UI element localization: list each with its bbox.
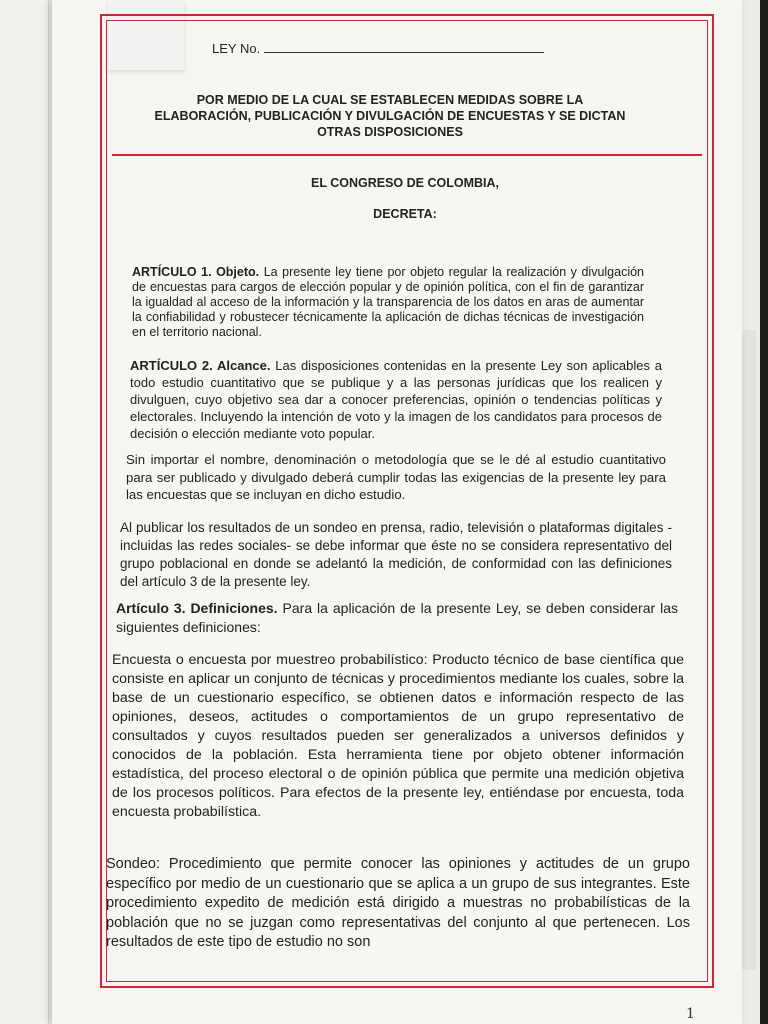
header-divider [112, 154, 702, 156]
ley-label: LEY No. [212, 41, 261, 56]
ley-number-line [212, 40, 544, 56]
article-2-text: Las disposiciones contenidas en la presente Ley son aplicables a todo estudio cuantitativo que se publique y a las personas jurídicas que los realicen y divulguen, cuyo objetivo sea dar a conocer preferencias, opinión o tendencias políticas y electorales. Incluyendo la intención de voto y la imagen de los candidatos para procesos de decisión o elección mediante voto popular. [130, 358, 662, 441]
article-3-text: Para la aplicación de la presente Ley, se deben considerar las siguientes definiciones: [116, 600, 679, 635]
article-3 [116, 599, 678, 637]
page-number: 1 [686, 1006, 695, 1022]
article-2-heading: ARTÍCULO 2. Alcance. [130, 358, 271, 373]
paragraph-4: Al publicar los resultados de un sondeo en prensa, radio, televisión o plataformas digitales -incluidas las redes sociales- se debe informar que éste no se considera representativo del grupo poblacional en donde se adelantó la medición, de conformidad con las definiciones del artículo 3 de la presente ley. [120, 520, 672, 589]
document-title: POR MEDIO DE LA CUAL SE ESTABLECEN MEDIDAS SOBRE LA ELABORACIÓN, PUBLICACIÓN Y DIVULGACIÓN DE ENCUESTAS Y SE DICTAN OTRAS DISPOSICIONES [154, 93, 626, 139]
article-1-heading: ARTÍCULO 1. Objeto. [132, 265, 260, 279]
article-3-heading: Artículo 3. Definiciones. [116, 600, 278, 616]
article-2 [130, 357, 662, 442]
ley-number-blank [264, 40, 544, 53]
article-1-text: La presente ley tiene por objeto regular la realización y divulgación de encuestas para cargos de elección popular y de opinión política, con el fin de garantizar la igualdad al acceso de la información y la transparencia de los datos en aras de aumentar la confiabilidad y robustecer técnicamente la aplicación de dichas técnicas de investigación en el territorio nacional. [132, 265, 645, 339]
definition-sondeo: Sondeo: Procedimiento que permite conocer las opiniones y actitudes de un grupo específico por medio de un cuestionario que se aplica a un grupo de sus integrantes. Este procedimiento expedito de medición está dirigido a muestras no probabilísticas de la población que no se juzgan como representativas del conjunto al que pertenecen. Los resultados de este tipo de estudio no son [106, 856, 690, 950]
congress-heading: EL CONGRESO DE COLOMBIA, [311, 176, 499, 190]
decreta-heading: DECRETA: [373, 207, 437, 221]
definition-encuesta: Encuesta o encuesta por muestreo probabilístico: Producto técnico de base científica que consiste en aplicar un conjunto de técnicas y procedimientos mediante los cuales, sobre la base de un cuestionario específico, se obtienen datos e información respecto de las opiniones, deseos, actitudes o comportamientos de un grupo representativo de consultados y cuyos resultados pueden ser generalizados a universos definidos y conocidos de la población. Esta herramienta tiene por objeto obtener información estadística, del proceso electoral o de opinión pública que permite una medición objetiva de los procesos políticos. Para efectos de la presente ley, entiéndase por encuesta, toda encuesta probabilística. [112, 652, 684, 820]
paragraph-3: Sin importar el nombre, denominación o metodología que se le dé al estudio cuantitativo para ser publicado y divulgado deberá cumplir todas las exigencias de la presente ley para las encuestas que se incluyan en dicho estudio. [126, 452, 666, 502]
underlying-sheet-left-edge [0, 0, 49, 1024]
article-1 [132, 265, 644, 340]
